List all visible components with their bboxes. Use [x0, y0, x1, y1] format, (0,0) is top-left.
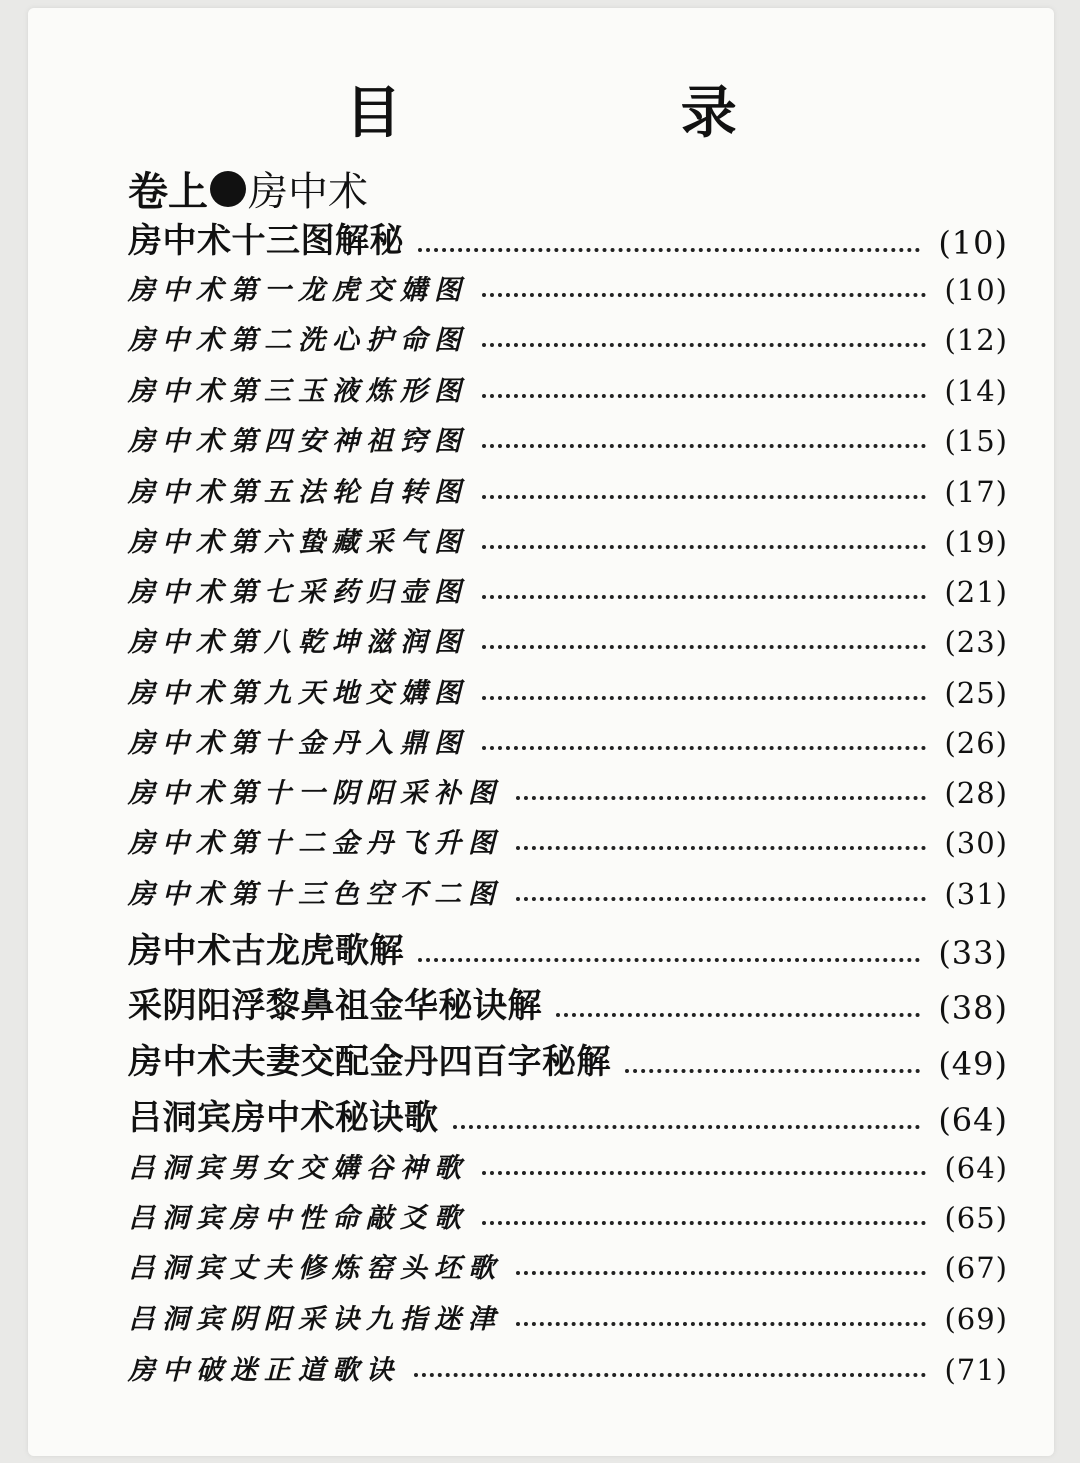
dot-leader	[516, 1322, 926, 1326]
book-page	[28, 8, 1054, 1456]
toc-entry	[128, 1034, 1008, 1083]
toc-entry-page-number: (38)	[938, 989, 1008, 1027]
dot-leader	[482, 495, 926, 499]
toc-entry-title: 吕洞宾房中性命敲爻歌	[128, 1203, 468, 1234]
dot-leader	[482, 645, 926, 649]
toc-entry-page-number: (19)	[944, 525, 1008, 559]
toc-entry	[128, 570, 1008, 609]
toc-entry	[128, 978, 1008, 1027]
dot-leader	[482, 1171, 926, 1175]
toc-entry-page-number: (12)	[944, 323, 1008, 357]
toc-entry-page-number: (67)	[944, 1251, 1008, 1285]
dot-leader	[482, 343, 926, 347]
dot-leader	[414, 1373, 926, 1377]
toc-entry-page-number: (23)	[944, 625, 1008, 659]
dot-leader	[482, 444, 926, 448]
toc-entry	[128, 419, 1008, 458]
toc-entry-page-number: (15)	[944, 424, 1008, 458]
toc-entry	[128, 1246, 1008, 1285]
toc-entry-title: 吕洞宾男女交媾谷神歌	[128, 1153, 468, 1184]
dot-leader	[482, 746, 926, 750]
toc-entry-page-number: (69)	[944, 1302, 1008, 1336]
toc-entry	[128, 721, 1008, 760]
dot-leader	[556, 1013, 920, 1017]
toc-entry-title: 房中术第五法轮自转图	[128, 477, 468, 508]
toc-entry-title: 房中术第十二金丹飞升图	[128, 828, 502, 859]
toc-entry	[128, 213, 1008, 262]
toc-entry-page-number: (14)	[944, 374, 1008, 408]
toc-entry-page-number: (26)	[944, 726, 1008, 760]
dot-leader	[453, 1125, 921, 1129]
section-heading	[128, 160, 368, 217]
dot-leader	[482, 696, 926, 700]
dot-leader	[516, 796, 926, 800]
toc-entry	[128, 369, 1008, 408]
toc-entry-title: 房中破迷正道歌诀	[128, 1355, 400, 1386]
dot-leader	[482, 394, 926, 398]
toc-entry	[128, 1146, 1008, 1185]
toc-entry-title: 房中术第二洗心护命图	[128, 325, 468, 356]
toc-entry-title: 房中术第六蛰藏采气图	[128, 527, 468, 558]
toc-entry	[128, 268, 1008, 307]
toc-entry	[128, 872, 1008, 911]
dot-leader	[482, 545, 926, 549]
dot-leader	[625, 1069, 920, 1073]
dot-leader	[418, 958, 920, 962]
toc-entry-page-number: (21)	[944, 575, 1008, 609]
dot-leader	[418, 248, 920, 252]
toc-entry-page-number: (33)	[938, 934, 1008, 972]
toc-entry-page-number: (17)	[944, 475, 1008, 509]
toc-entry-page-number: (64)	[938, 1101, 1008, 1139]
toc-entry-page-number: (10)	[938, 224, 1008, 262]
toc-entry-title: 房中术第三玉液炼形图	[128, 376, 468, 407]
toc-entry	[128, 470, 1008, 509]
toc-entry-page-number: (10)	[944, 273, 1008, 307]
dot-leader	[482, 293, 926, 297]
page-title: 目 录	[345, 81, 867, 146]
toc-entry-page-number: (25)	[944, 676, 1008, 710]
toc-entry-title: 吕洞宾丈夫修炼窑头坯歌	[128, 1253, 502, 1284]
toc-entry-title: 房中术第四安神祖窍图	[128, 426, 468, 457]
toc-entry-title: 房中术第十三色空不二图	[128, 879, 502, 910]
toc-entry-title: 房中术第八乾坤滋润图	[128, 627, 468, 658]
toc-entry	[128, 1196, 1008, 1235]
toc-entry-title: 房中术第十一阴阳采补图	[128, 778, 502, 809]
dot-leader	[516, 897, 926, 901]
dot-leader	[482, 595, 926, 599]
toc-entry-title: 吕洞宾房中术秘诀歌	[128, 1098, 439, 1138]
toc-entry	[128, 821, 1008, 860]
toc-entry	[128, 671, 1008, 710]
toc-entry	[128, 1348, 1008, 1387]
section-name: 房中术	[248, 169, 368, 215]
toc-entry-page-number: (49)	[938, 1045, 1008, 1083]
toc-entry	[128, 923, 1008, 972]
toc-entry-page-number: (64)	[944, 1151, 1008, 1185]
toc-entry	[128, 771, 1008, 810]
toc-entry-title: 房中术第九天地交媾图	[128, 678, 468, 709]
toc-entry-title: 房中术古龙虎歌解	[128, 931, 404, 971]
dot-leader	[482, 1221, 926, 1225]
toc-entry-title: 房中术第一龙虎交媾图	[128, 275, 468, 306]
bullet-dot-icon	[210, 171, 246, 207]
toc-entry	[128, 1297, 1008, 1336]
toc-entry-title: 房中术第七采药归壶图	[128, 577, 468, 608]
toc-entry-title: 采阴阳浮黎鼻祖金华秘诀解	[128, 986, 542, 1026]
toc-entry	[128, 1090, 1008, 1139]
toc-entry	[128, 318, 1008, 357]
toc-entry-page-number: (30)	[944, 826, 1008, 860]
toc-entry-title: 房中术第十金丹入鼎图	[128, 728, 468, 759]
toc-entry	[128, 520, 1008, 559]
dot-leader	[516, 1271, 926, 1275]
toc-entry	[128, 620, 1008, 659]
toc-entry-page-number: (71)	[944, 1353, 1008, 1387]
toc-entry-page-number: (31)	[944, 877, 1008, 911]
toc-entry-page-number: (65)	[944, 1201, 1008, 1235]
dot-leader	[516, 846, 926, 850]
toc-entry-page-number: (28)	[944, 776, 1008, 810]
toc-entry-title: 房中术夫妻交配金丹四百字秘解	[128, 1042, 611, 1082]
toc-entry-title: 吕洞宾阴阳采诀九指迷津	[128, 1304, 502, 1335]
toc-entry-title: 房中术十三图解秘	[128, 221, 404, 261]
section-part: 卷上	[128, 169, 208, 215]
